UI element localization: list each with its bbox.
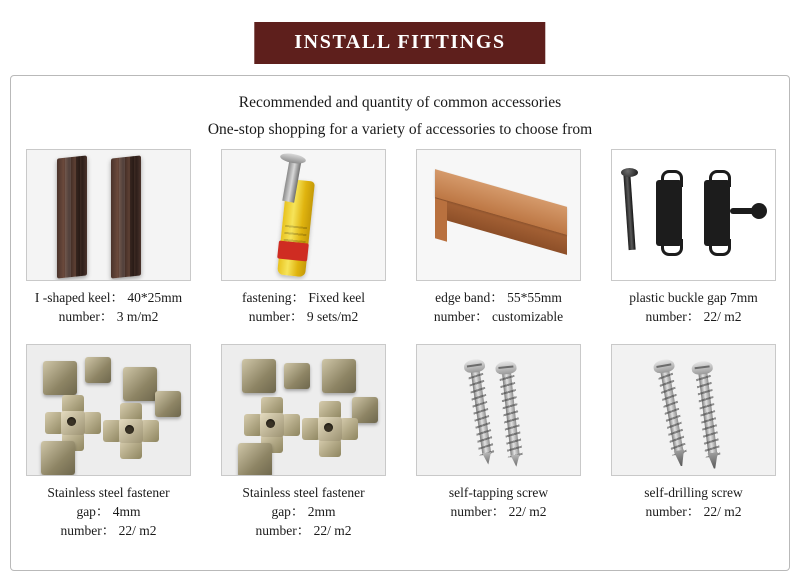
caption-line: number： 22/ m2 xyxy=(60,523,157,538)
accessories-grid xyxy=(11,149,791,540)
caption-line: number： 22/ m2 xyxy=(450,504,547,519)
caption-line: gap： 4mm xyxy=(76,504,141,519)
content-frame xyxy=(10,75,790,571)
stainless-steel-fastener-2mm-photo xyxy=(221,344,386,476)
i-shaped-keel-photo xyxy=(26,149,191,281)
accessory-item-edge-band xyxy=(401,149,596,326)
stainless-steel-fastener-4mm-photo xyxy=(26,344,191,476)
caption-line: Stainless steel fastener xyxy=(47,485,170,500)
page-title: INSTALL FITTINGS xyxy=(254,22,545,64)
caption-line: plastic buckle gap 7mm xyxy=(629,290,758,305)
edge-band-photo xyxy=(416,149,581,281)
accessory-caption xyxy=(211,483,396,540)
accessory-item-stainless-fastener-4mm xyxy=(11,344,206,540)
caption-line: Stainless steel fastener xyxy=(242,485,365,500)
caption-line: I -shaped keel： 40*25mm xyxy=(34,290,183,305)
caption-line: self-drilling screw xyxy=(644,485,743,500)
caption-line: fastening： Fixed keel xyxy=(242,290,365,305)
accessory-caption xyxy=(601,483,786,521)
caption-line: number： 22/ m2 xyxy=(645,504,742,519)
accessory-item-stainless-fastener-2mm xyxy=(206,344,401,540)
caption-line: number： customizable xyxy=(433,309,564,324)
subheading-line-2: One-stop shopping for a variety of accessories to choose from xyxy=(207,121,593,138)
accessory-item-self-tapping-screw xyxy=(401,344,596,540)
caption-line: number： 3 m/m2 xyxy=(58,309,159,324)
accessory-caption xyxy=(211,288,396,326)
accessory-caption xyxy=(16,483,201,540)
caption-line: edge band： 55*55mm xyxy=(435,290,562,305)
accessory-item-plastic-buckle xyxy=(596,149,791,326)
caption-line: number： 9 sets/m2 xyxy=(248,309,359,324)
caption-line: number： 22/ m2 xyxy=(255,523,352,538)
plastic-buckle-photo xyxy=(611,149,776,281)
accessory-item-fastening-fixed-keel xyxy=(206,149,401,326)
accessory-item-i-shaped-keel xyxy=(11,149,206,326)
accessory-caption xyxy=(601,288,786,326)
caption-line: number： 22/ m2 xyxy=(645,309,742,324)
subheading-block xyxy=(11,76,789,143)
fastening-fixed-keel-photo xyxy=(221,149,386,281)
caption-line: gap： 2mm xyxy=(271,504,336,519)
accessory-caption xyxy=(406,483,591,521)
self-drilling-screw-photo xyxy=(611,344,776,476)
caption-line: self-tapping screw xyxy=(448,485,549,500)
accessory-caption xyxy=(406,288,591,326)
accessory-item-self-drilling-screw xyxy=(596,344,791,540)
subheading-line-1: Recommended and quantity of common accessories xyxy=(238,94,562,111)
self-tapping-screw-photo xyxy=(416,344,581,476)
accessory-caption xyxy=(16,288,201,326)
